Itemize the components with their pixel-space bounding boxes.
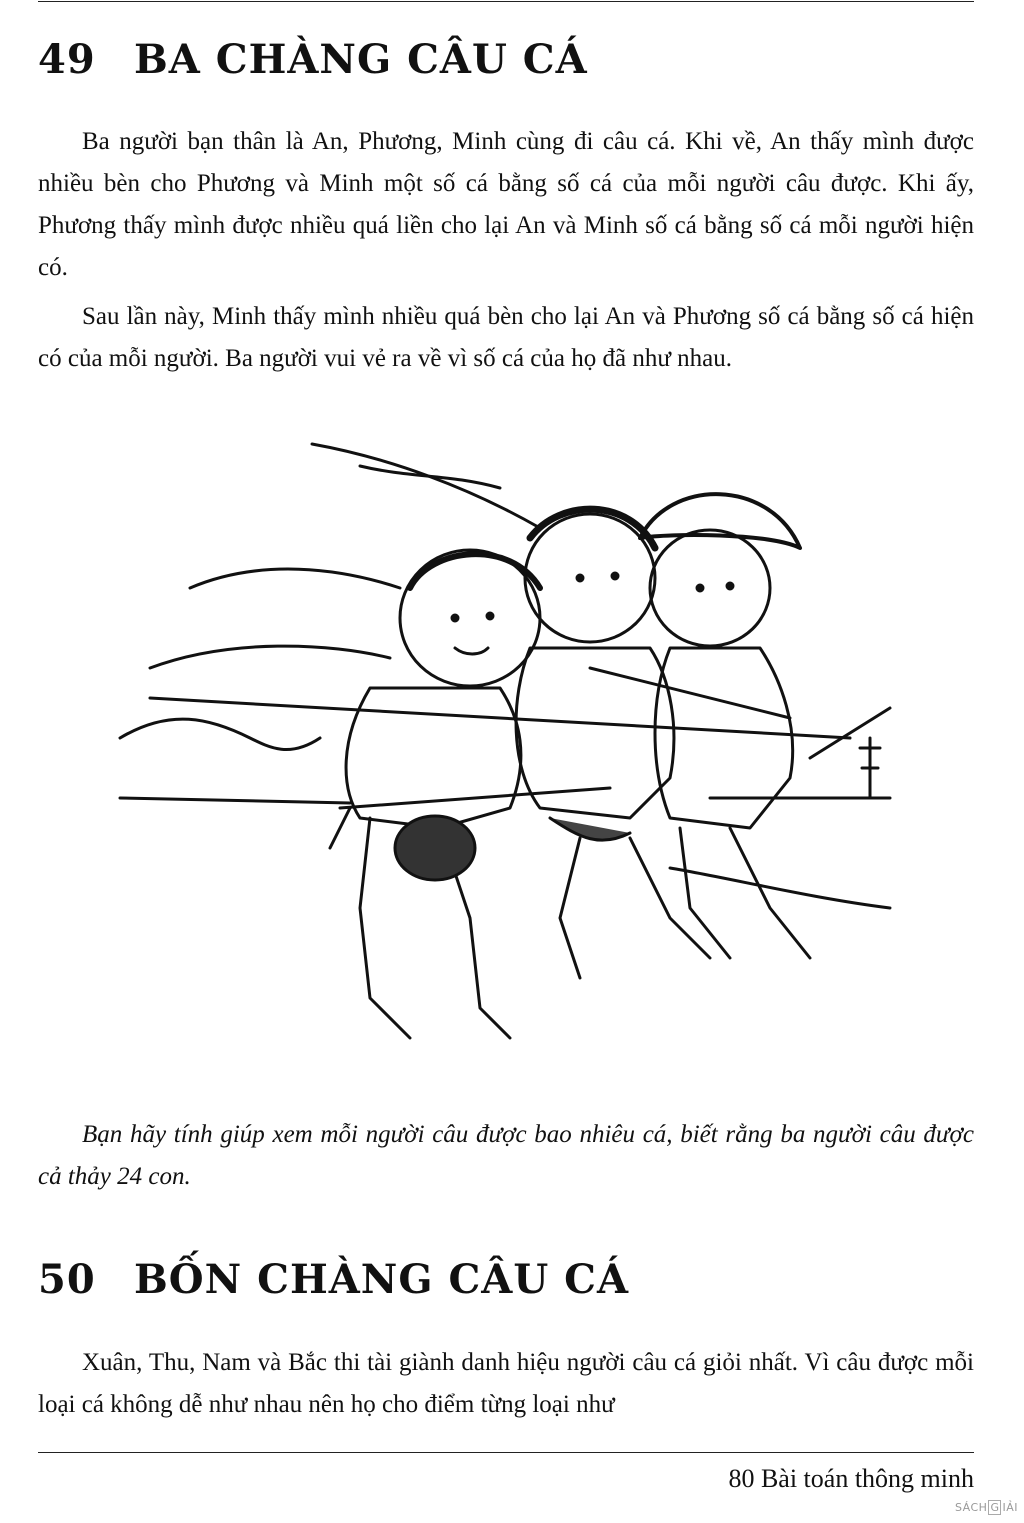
section-49-paragraph-2: Sau lần này, Minh thấy mình nhiều quá bèn cho lại An và Phương số cá bằng số cá hiện có của mỗi người. Ba người vui vẻ ra về vì số cá của họ đã như nhau. [38,303,974,372]
top-rule [38,1,974,2]
section-49-question: Bạn hãy tính giúp xem mỗi người câu được bao nhiêu cá, biết rằng ba người câu được cả thảy 24 con. [38,1121,974,1190]
section-title: BA CHÀNG CÂU CÁ [134,36,588,83]
watermark [955,1500,1018,1515]
footer-rule [38,1452,974,1453]
section-number: 50 [38,1256,96,1303]
section-number: 49 [38,36,96,83]
watermark-mark: G [990,1501,1000,1514]
section-50-paragraph-1: Xuân, Thu, Nam và Bắc thi tài giành danh hiệu người câu cá giỏi nhất. Vì câu được mỗi loại cá không dễ như nhau nên họ cho điểm từng loại như [38,1349,974,1418]
section-title: BỐN CHÀNG CÂU CÁ [134,1256,630,1303]
watermark-right: IẢI [1002,1501,1018,1514]
watermark-left: SÁCH [954,1501,988,1514]
three-boys-fishing-illustration [110,438,900,1078]
section-50-heading [38,1256,629,1303]
section-49-paragraph-1: Ba người bạn thân là An, Phương, Minh cùng đi câu cá. Khi về, An thấy mình được nhiều bèn cho Phương và Minh một số cá bằng số cá của mỗi người câu được. Khi ấy, Phương thấy mình được nhiều quá liền cho lại An và Minh số cá bằng số cá mỗi người hiện có. [38,128,974,281]
section-49-heading [38,36,588,83]
footer-book-title: 80 Bài toán thông minh [728,1464,974,1493]
